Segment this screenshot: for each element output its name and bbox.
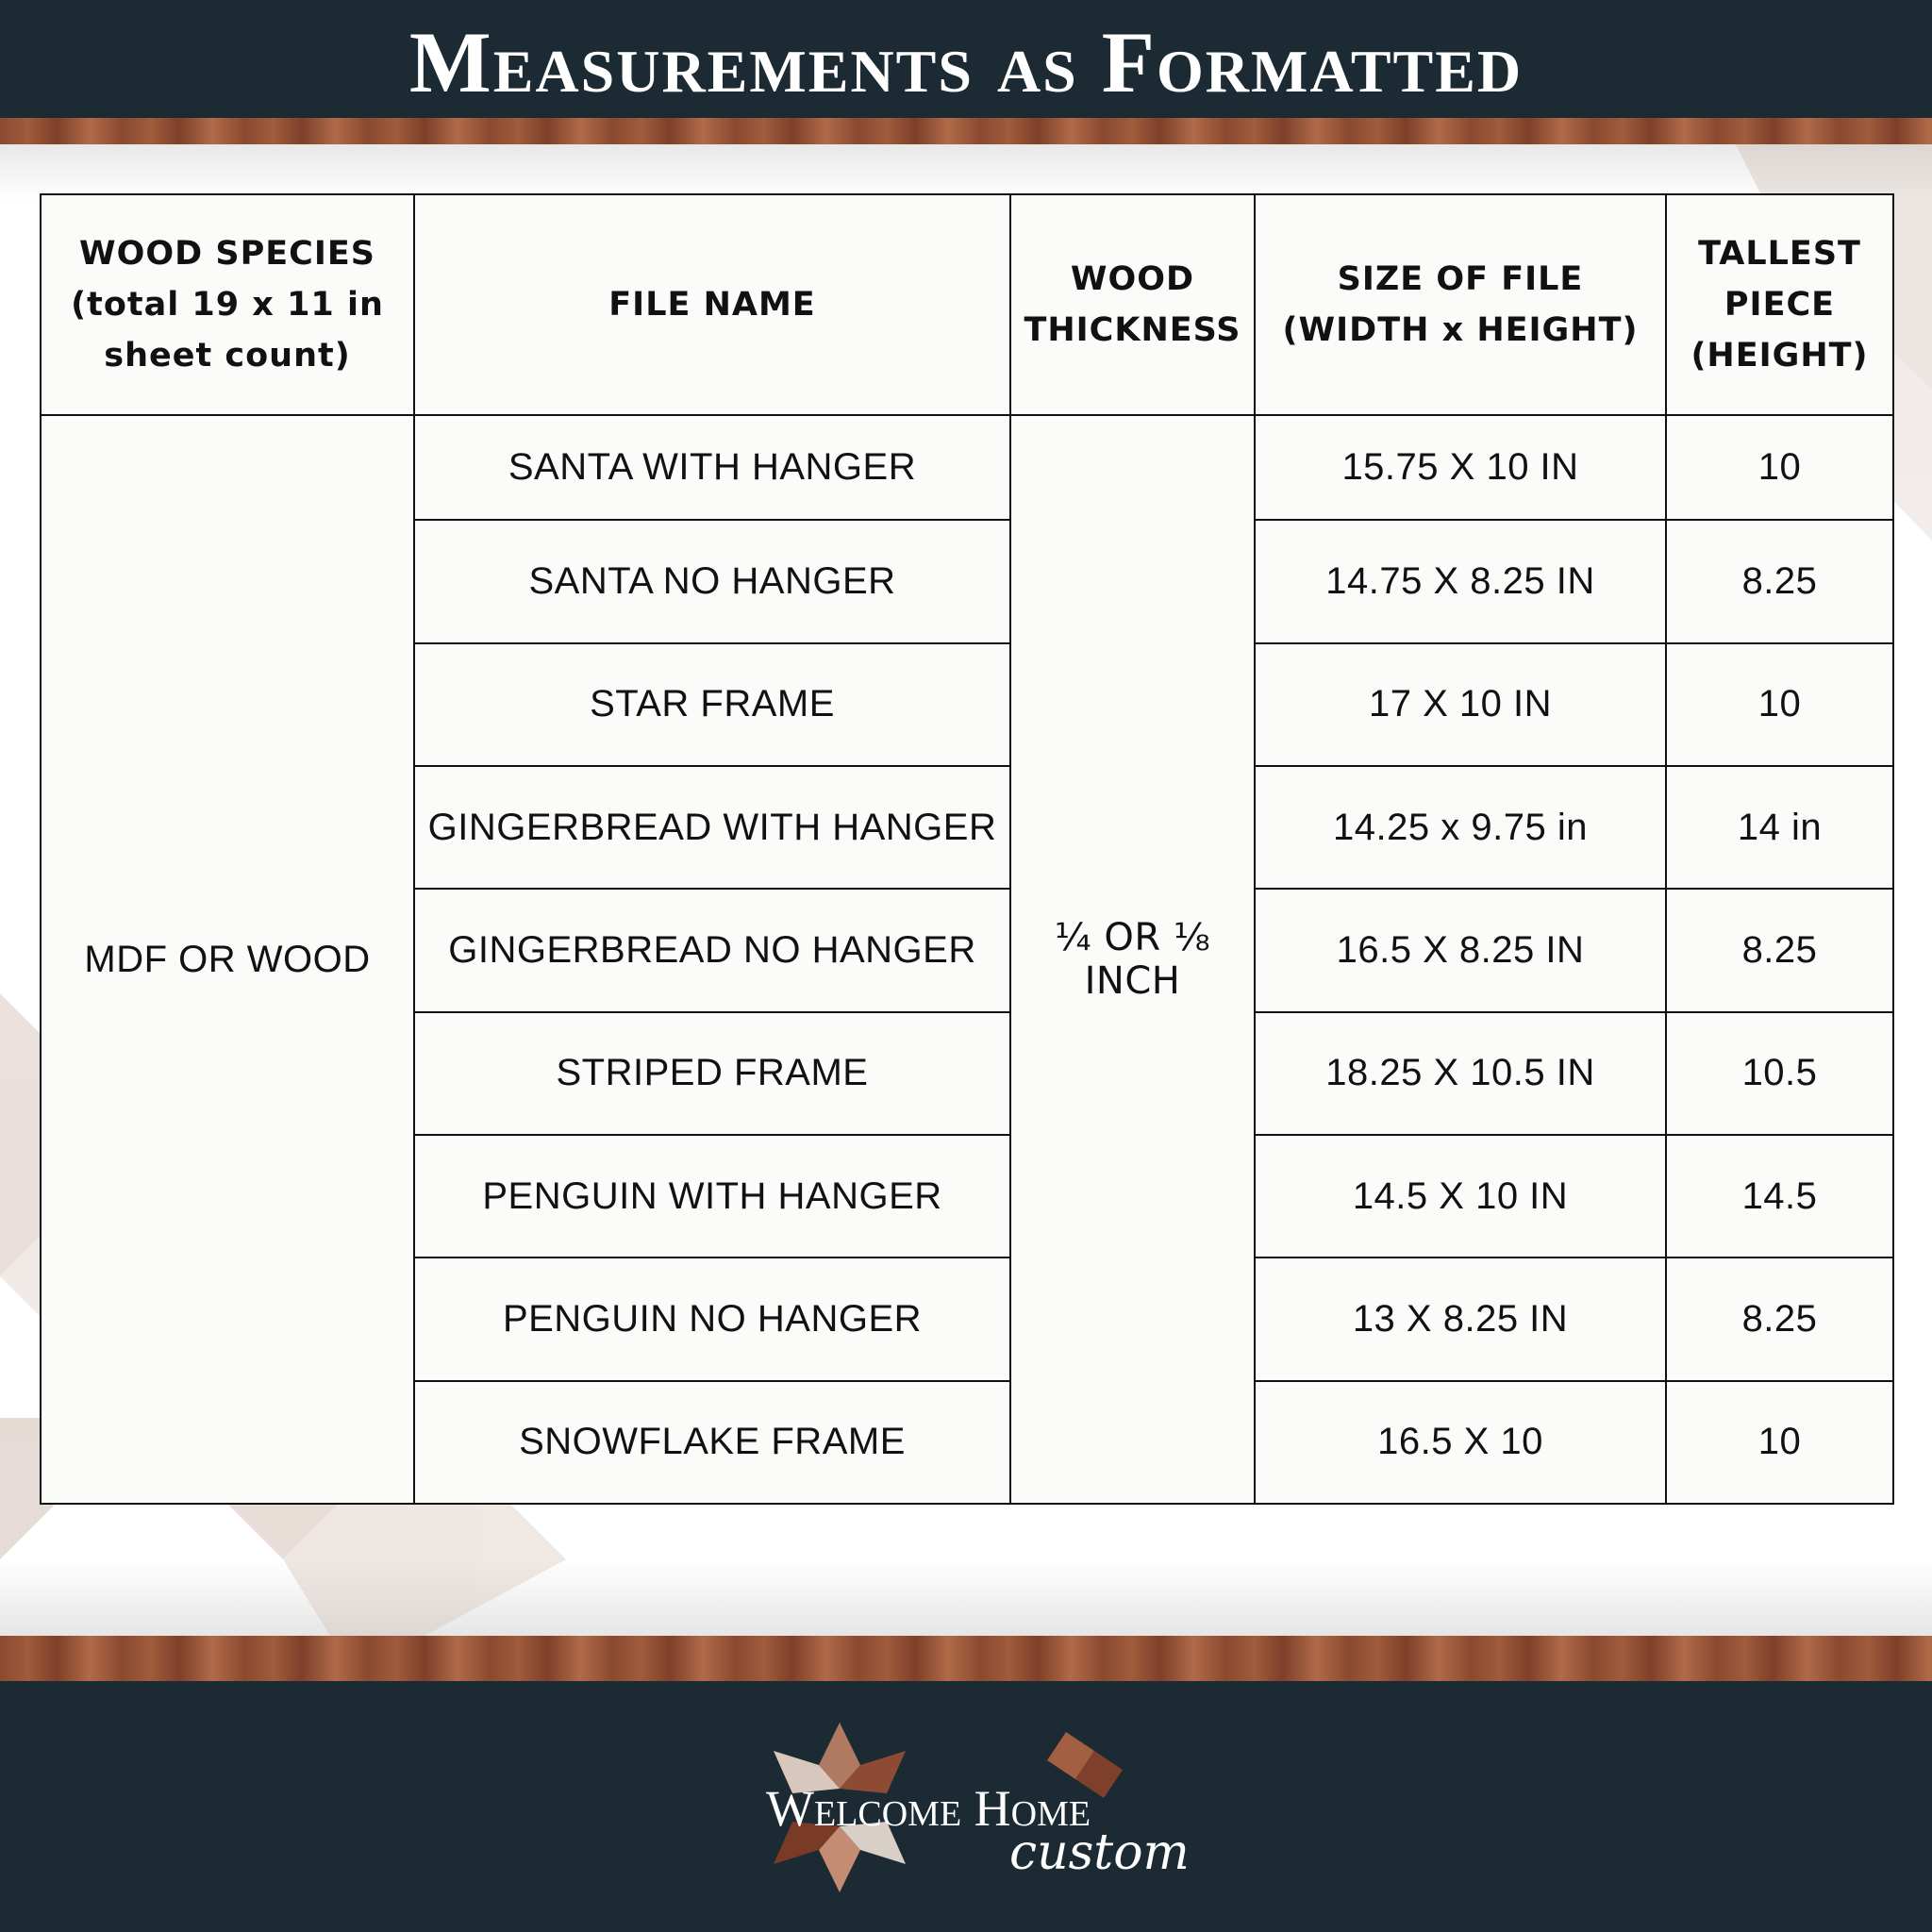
wood-species-cell: MDF OR WOOD (41, 415, 414, 1504)
file-name-cell: STRIPED FRAME (414, 1012, 1010, 1135)
page-header (0, 0, 1932, 118)
tallest-cell: 10 (1666, 643, 1893, 766)
tallest-cell: 8.25 (1666, 520, 1893, 642)
header-wood-species (41, 194, 414, 415)
header-line: THICKNESS (1024, 311, 1241, 349)
measurements-table (40, 193, 1894, 1505)
header-line: (WIDTH x HEIGHT) (1282, 311, 1639, 349)
size-cell: 14.75 X 8.25 IN (1255, 520, 1666, 642)
wood-trim-top (0, 118, 1932, 144)
size-cell: 14.25 x 9.75 in (1255, 766, 1666, 889)
size-cell: 16.5 X 8.25 IN (1255, 889, 1666, 1011)
wood-thickness-cell: ¼ OR ⅛ INCH (1010, 415, 1255, 1504)
tallest-cell: 10 (1666, 1381, 1893, 1504)
size-cell: 13 X 8.25 IN (1255, 1257, 1666, 1380)
header-line: WOOD (1070, 259, 1195, 298)
header-line: (HEIGHT) (1690, 337, 1869, 375)
file-name-cell: SNOWFLAKE FRAME (414, 1381, 1010, 1504)
tallest-cell: 10.5 (1666, 1012, 1893, 1135)
size-cell: 18.25 X 10.5 IN (1255, 1012, 1666, 1135)
tallest-cell: 14.5 (1666, 1135, 1893, 1257)
tallest-cell: 8.25 (1666, 1257, 1893, 1380)
header-line: TALLEST (1698, 234, 1861, 273)
file-name-cell: SANTA NO HANGER (414, 520, 1010, 642)
logo-wordmark: Welcome Home (766, 1780, 1091, 1837)
file-name-cell: PENGUIN NO HANGER (414, 1257, 1010, 1380)
header-line: (total 19 x 11 in (71, 285, 384, 324)
file-name-cell: GINGERBREAD WITH HANGER (414, 766, 1010, 889)
wood-trim-bottom (0, 1636, 1932, 1681)
file-name-cell: PENGUIN WITH HANGER (414, 1135, 1010, 1257)
header-file-name: FILE NAME (414, 194, 1010, 415)
header-size-of-file (1255, 194, 1666, 415)
table-header-row (41, 194, 1893, 415)
tallest-cell: 14 in (1666, 766, 1893, 889)
header-line: sheet count) (104, 337, 351, 375)
logo-script-text: custom (1009, 1824, 1190, 1881)
brand-logo (755, 1723, 1189, 1892)
tallest-cell: 8.25 (1666, 889, 1893, 1011)
header-line: SIZE OF FILE (1337, 259, 1584, 298)
file-name-cell: GINGERBREAD NO HANGER (414, 889, 1010, 1011)
header-wood-thickness (1010, 194, 1255, 415)
header-tallest-piece (1666, 194, 1893, 415)
table-row (41, 415, 1893, 520)
size-cell: 17 X 10 IN (1255, 643, 1666, 766)
size-cell: 16.5 X 10 (1255, 1381, 1666, 1504)
header-line: WOOD SPECIES (79, 234, 375, 273)
file-name-cell: STAR FRAME (414, 643, 1010, 766)
size-cell: 14.5 X 10 IN (1255, 1135, 1666, 1257)
header-line: PIECE (1724, 285, 1836, 324)
file-name-cell: SANTA WITH HANGER (414, 415, 1010, 520)
size-cell: 15.75 X 10 IN (1255, 415, 1666, 520)
tallest-cell: 10 (1666, 415, 1893, 520)
page-title: Measurements as Formatted (408, 13, 1524, 110)
